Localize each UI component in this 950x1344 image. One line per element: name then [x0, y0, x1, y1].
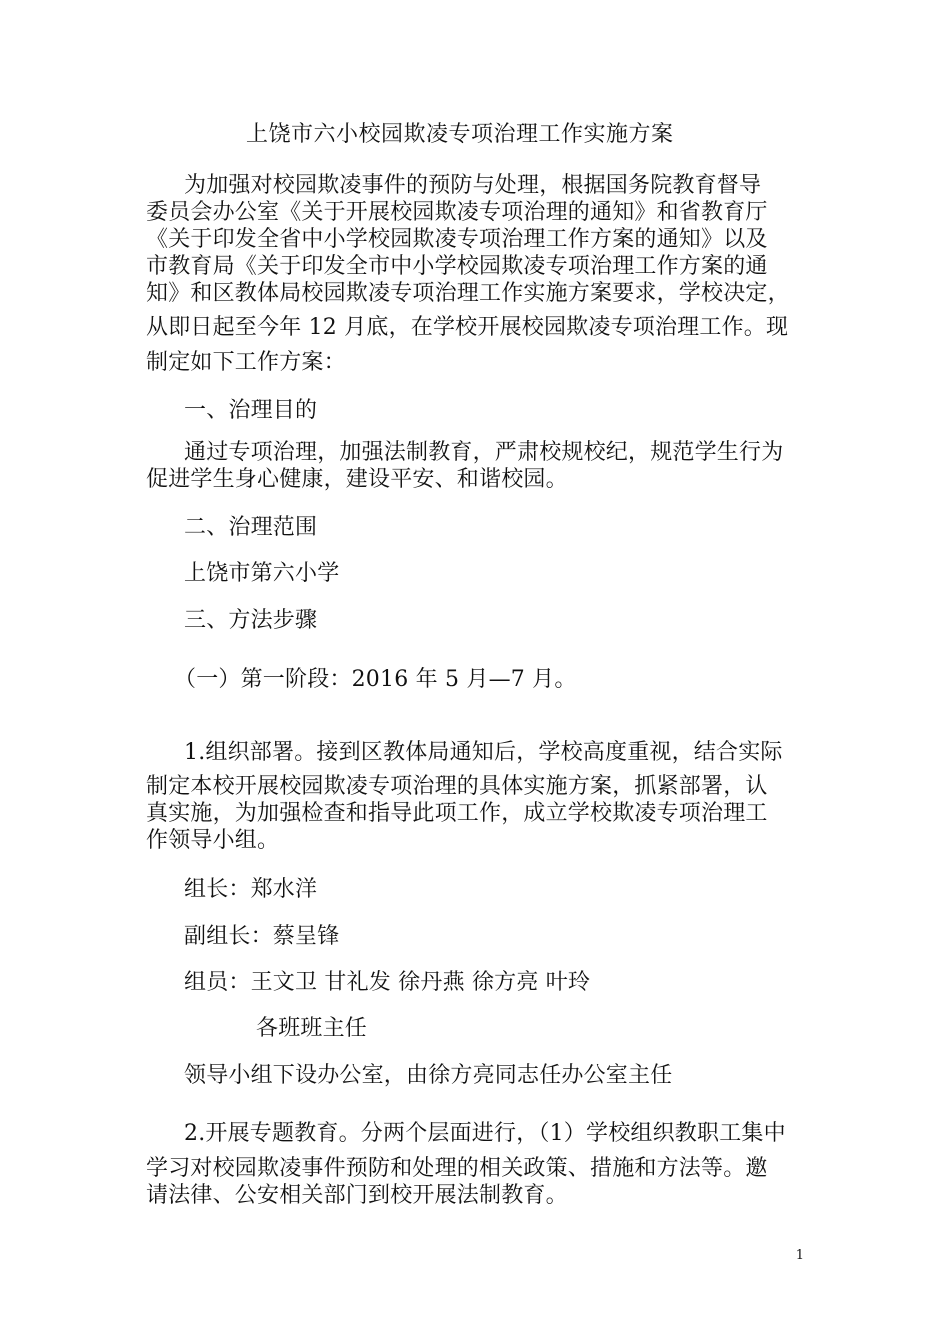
paragraph-line-13: 作领导小组。: [146, 828, 280, 853]
paragraph-line-3: 《关于印发全省中小学校园欺凌专项治理工作方案的通知》以及: [146, 227, 768, 252]
paragraph-line-7: 制定如下工作方案：: [146, 350, 346, 375]
team-leader: 组长：郑水洋: [184, 877, 318, 902]
paragraph-line-12: 真实施，为加强检查和指导此项工作，成立学校欺凌专项治理工: [146, 801, 768, 826]
phase-heading-1: （一）第一阶段：2016 年 5 月—7 月。: [174, 667, 577, 692]
document-title: 上饶市六小校园欺凌专项治理工作实施方案: [246, 122, 674, 147]
paragraph-line-16: 请法律、公安相关部门到校开展法制教育。: [146, 1183, 568, 1208]
paragraph-line-1: 为加强对校园欺凌事件的预防与处理，根据国务院教育督导: [184, 173, 762, 198]
page-number: 1: [795, 1248, 804, 1263]
paragraph-line-5: 知》和区教体局校园欺凌专项治理工作实施方案要求，学校决定，: [146, 281, 790, 306]
team-deputy-leader: 副组长：蔡呈锋: [184, 924, 340, 949]
paragraph-line-6: 从即日起至今年 12 月底，在学校开展校园欺凌专项治理工作。现: [146, 315, 789, 340]
section-heading-2: 二、治理范围: [184, 515, 318, 540]
school-name: 上饶市第六小学: [184, 561, 340, 586]
paragraph-line-4: 市教育局《关于印发全市中小学校园欺凌专项治理工作方案的通: [146, 254, 768, 279]
paragraph-line-11: 制定本校开展校园欺凌专项治理的具体实施方案，抓紧部署，认: [146, 774, 768, 799]
team-members: 组员：王文卫 甘礼发 徐丹燕 徐方亮 叶玲: [184, 970, 591, 995]
paragraph-line-14: 2.开展专题教育。分两个层面进行，（1）学校组织教职工集中: [184, 1121, 786, 1146]
paragraph-line-2: 委员会办公室《关于开展校园欺凌专项治理的通知》和省教育厅: [146, 200, 768, 225]
section-heading-1: 一、治理目的: [184, 398, 318, 423]
team-members-continued: 各班班主任: [256, 1016, 368, 1041]
paragraph-line-10: 1.组织部署。接到区教体局通知后，学校高度重视，结合实际: [184, 740, 783, 765]
office-note: 领导小组下设办公室，由徐方亮同志任办公室主任: [184, 1063, 673, 1088]
paragraph-line-9: 促进学生身心健康，建设平安、和谐校园。: [146, 467, 568, 492]
paragraph-line-15: 学习对校园欺凌事件预防和处理的相关政策、措施和方法等。邀: [146, 1156, 768, 1181]
section-heading-3: 三、方法步骤: [184, 608, 318, 633]
paragraph-line-8: 通过专项治理，加强法制教育，严肃校规校纪，规范学生行为: [184, 440, 784, 465]
